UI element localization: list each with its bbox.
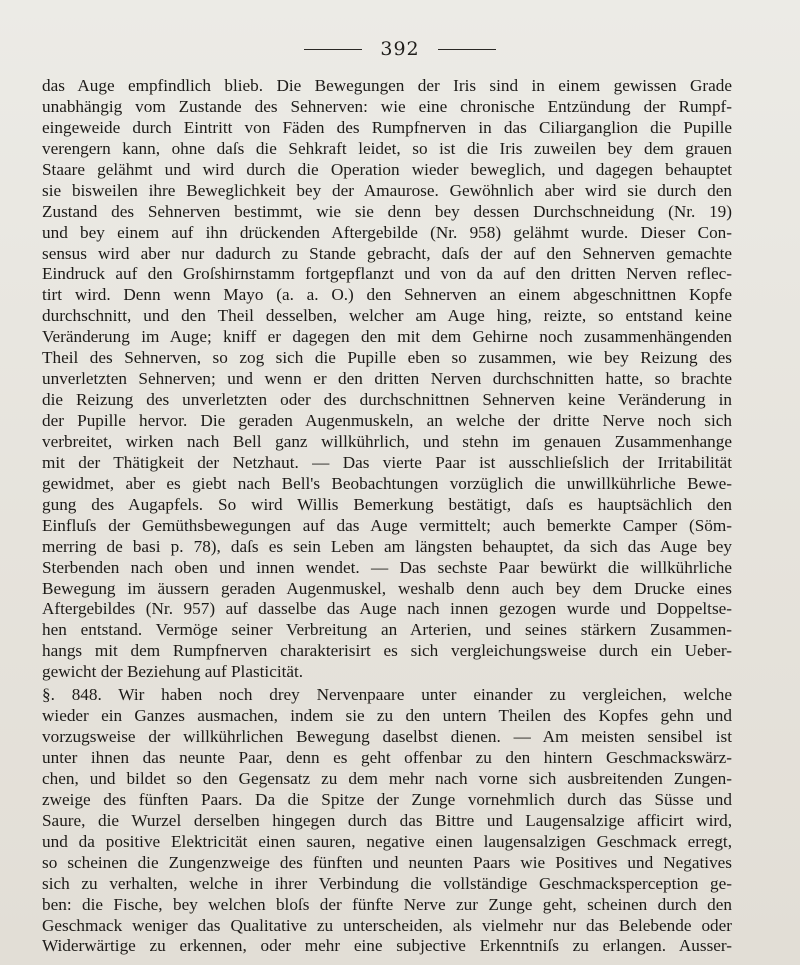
text-line: Sterbenden nach oben und innen wendet. — Das sechste Paar bewürkt die willkührliche xyxy=(42,557,732,577)
text-line: Widerwärtige zu erkennen, oder mehr eine subjective Erkenntniſs zu erlangen. Ausser- xyxy=(42,936,732,956)
text-line: Aftergebildes (Nr. 957) auf dasselbe das Auge nach innen gezogen wurde und Doppeltse- xyxy=(42,599,732,619)
text-line: Einfluſs der Gemüthsbewegungen auf das Auge vermittelt; auch bemerkte Camper (Söm- xyxy=(42,515,732,535)
text-line: hen entstand. Vermöge seiner Verbreitung an Arterien, und seines stärkern Zusammen- xyxy=(42,620,732,640)
text-line: Staare gelähmt und wird durch die Operation wieder beweglich, und dagegen behauptet xyxy=(42,159,732,179)
text-line: und da positive Elektricität einen sauren, negative einen laugensalzigen Geschmack erregt, xyxy=(42,831,732,851)
text-line: tirt wird. Denn wenn Mayo (a. a. O.) den Sehnerven an einem abgeschnittnen Kopfe xyxy=(42,285,732,305)
text-line: gewidmet, aber es giebt nach Bell's Beobachtungen vorzüglich die unwillkührliche Bewe- xyxy=(42,473,732,493)
text-line: mit der Thätigkeit der Netzhaut. — Das vierte Paar ist ausschlieſslich der Irritabilität xyxy=(42,452,732,472)
text-line: Geschmack weniger das Qualitative zu unterscheiden, als vielmehr nur das Belebende oder xyxy=(42,915,732,935)
section-848-first-line: §. 848. Wir haben noch drey Nervenpaare unter einander zu vergleichen, welche xyxy=(42,685,732,705)
text-line: Eindruck auf den Groſshirnstamm fortgepflanzt und von da auf den dritten Nerven reflec- xyxy=(42,264,732,284)
text-line: die Reizung des unverletzten oder des durchschnittnen Sehnerven keine Veränderung in xyxy=(42,390,732,410)
text-line: so scheinen die Zungenzweige des fünften und neunten Paars wie Positives und Negatives xyxy=(42,852,732,872)
paragraph-end-line: gewicht der Beziehung auf Plasticität. xyxy=(42,662,304,682)
text-line: ben: die Fische, bey welchen bloſs der fünfte Nerve zur Zunge geht, scheinen durch den xyxy=(42,894,732,914)
text-line: sie bisweilen ihre Beweglichkeit bey der Amaurose. Gewöhnlich aber wird sie durch den xyxy=(42,180,732,200)
header-rule-right xyxy=(438,49,496,50)
text-line: Saure, die Wurzel derselben hingegen durch das Bittre und Laugensalzige afficirt wird, xyxy=(42,810,732,830)
text-line: unverletzten Sehnerven; und wenn er den dritten Nerven durchschnitten hatte, so brachte xyxy=(42,369,732,389)
text-line: und bey einem auf ihn drückenden Aftergebilde (Nr. 958) gelähmt wurde. Dieser Con- xyxy=(42,222,732,242)
header-rule-left xyxy=(304,49,362,50)
page-number: 392 xyxy=(380,38,420,60)
text-line: unabhängig vom Zustande des Sehnerven: wie eine chronische Entzündung der Rumpf- xyxy=(42,96,732,116)
text-line: wieder ein Ganzes ausmachen, indem sie zu den untern Theilen des Kopfes gehn und xyxy=(42,706,732,726)
text-line: gung des Augapfels. So wird Willis Bemerkung bestätigt, daſs es hauptsächlich den xyxy=(42,494,732,514)
text-line: verbreitet, wirken nach Bell ganz willkührlich, und stehn im genauen Zusammenhange xyxy=(42,431,732,451)
text-line: eingeweide durch Eintritt von Fäden des Rumpfnerven in das Ciliarganglion die Pupille xyxy=(42,117,732,137)
text-line: merring de basi p. 78), daſs es sein Leben am längsten behauptet, da sich das Auge bey xyxy=(42,536,732,556)
text-line: das Auge empfindlich blieb. Die Bewegungen der Iris sind in einem gewissen Grade xyxy=(42,76,732,95)
text-line: hangs mit dem Rumpfnerven charakterisirt es sich vergleichungsweise durch ein Ueber- xyxy=(42,641,732,661)
running-head xyxy=(0,34,800,64)
text-line: verengern kann, ohne daſs die Sehkraft leidet, so ist die Iris zuweilen bey dem grauen xyxy=(42,138,732,158)
text-line: sich zu verhalten, welche in ihrer Verbindung die vollständige Geschmacksperception ge- xyxy=(42,873,732,893)
text-line: unter ihnen das neunte Paar, denn es geht offenbar zu den hintern Geschmackswärz- xyxy=(42,748,732,767)
text-line: Bewegung im äussern geraden Augenmuskel, weshalb denn auch bey dem Drucke eines xyxy=(42,578,732,598)
text-line: durchschnitt, und den Theil desselben, welcher am Auge hing, reizte, so entstand keine xyxy=(42,306,732,326)
body-text xyxy=(42,76,732,957)
text-line: der Pupille hervor. Die geraden Augenmuskeln, an welche der dritte Nerve noch sich xyxy=(42,411,732,430)
text-line: Veränderung im Auge; kniff er dagegen den mit dem Gehirne noch zusammenhängenden xyxy=(42,327,732,347)
text-line: vorzugsweise der willkührlichen Bewegung daselbst dienen. — Am meisten sensibel ist xyxy=(42,727,732,747)
text-line: chen, und bildet so den Gegensatz zu dem mehr nach vorne sich ausbreitenden Zungen- xyxy=(42,768,732,788)
text-line: Theil des Sehnerven, so zog sich die Pupille eben so zusammen, wie bey Reizung des xyxy=(42,348,732,368)
text-line: sensus wird aber nur dadurch zu Stande gebracht, daſs der auf den Sehnerven gemachte xyxy=(42,243,732,263)
text-line: zweige des fünften Paars. Da die Spitze der Zunge vornehmlich durch das Süsse und xyxy=(42,789,732,809)
text-line: Zustand des Sehnerven bestimmt, wie sie denn bey dessen Durchschneidung (Nr. 19) xyxy=(42,201,732,221)
